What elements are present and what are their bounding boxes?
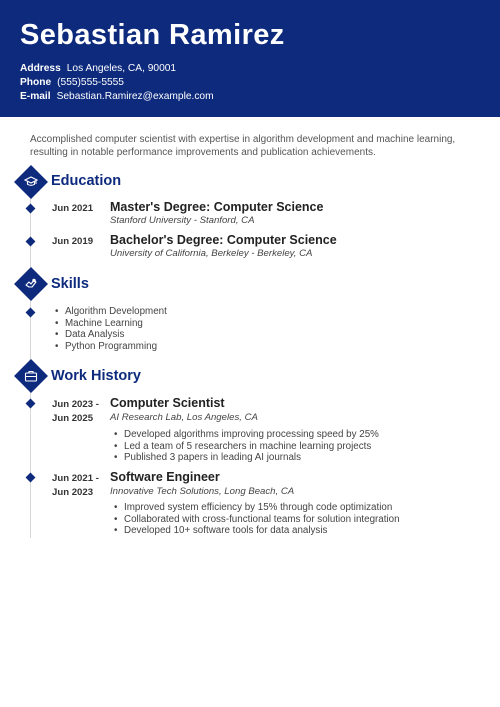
job-role: Software Engineer (110, 470, 220, 484)
education-date: Jun 2021 (52, 203, 94, 214)
timeline-line (30, 175, 31, 538)
job-bullet: • Improved system efficiency by 15% through code optimization (114, 502, 400, 514)
job-date-start: Jun 2021 - (52, 473, 99, 484)
timeline-marker (26, 473, 36, 483)
section-title-skills: Skills (51, 276, 89, 292)
timeline-marker (26, 204, 36, 214)
contact-address (20, 63, 176, 74)
job-bullet: • Developed 10+ software tools for data analysis (114, 525, 400, 537)
job-company: Innovative Tech Solutions, Long Beach, CA (110, 486, 295, 497)
job-date-end: Jun 2025 (52, 413, 94, 424)
skill-item: • Python Programming (55, 341, 167, 353)
skill-item: • Algorithm Development (55, 306, 167, 318)
timeline-marker (26, 399, 36, 409)
education-degree: Master's Degree: Computer Science (110, 200, 324, 214)
section-title-education: Education (51, 173, 122, 189)
briefcase-icon (14, 359, 48, 393)
section-title-work-history: Work History (51, 368, 141, 384)
education-school: Stanford University - Stanford, CA (110, 215, 255, 226)
contact-label: E-mail (20, 91, 51, 102)
candidate-name: Sebastian Ramirez (20, 19, 285, 51)
job-bullet: • Collaborated with cross-functional teams for solution integration (114, 514, 400, 526)
contact-value: Los Angeles, CA, 90001 (66, 63, 177, 74)
job-role: Computer Scientist (110, 396, 225, 410)
contact-value: Sebastian.Ramirez@example.com (56, 91, 214, 102)
contact-value: (555)555-5555 (57, 77, 124, 88)
timeline-marker (26, 237, 36, 247)
job-date-end: Jun 2023 (52, 487, 94, 498)
job-bullet: • Developed algorithms improving processing speed by 25% (114, 429, 379, 441)
job-bullet: • Led a team of 5 researchers in machine learning projects (114, 441, 379, 453)
contact-label: Phone (20, 77, 52, 88)
job-bullets (114, 502, 400, 537)
contact-email (20, 91, 214, 102)
skills-list (55, 306, 167, 352)
job-bullets (114, 429, 379, 464)
professional-summary: Accomplished computer scientist with expertise in algorithm development and machine learning, resulting in notable performance improvements and publication achievements. (30, 134, 456, 158)
education-school: University of California, Berkeley - Berkeley, CA (110, 248, 313, 259)
resume-header (0, 0, 500, 117)
skill-item: • Data Analysis (55, 329, 167, 341)
job-company: AI Research Lab, Los Angeles, CA (110, 412, 258, 423)
job-bullet: • Published 3 papers in leading AI journals (114, 452, 379, 464)
job-date-start: Jun 2023 - (52, 399, 99, 410)
timeline-marker (26, 308, 36, 318)
education-degree: Bachelor's Degree: Computer Science (110, 233, 337, 247)
graduation-cap-icon (14, 165, 48, 199)
skill-item: • Machine Learning (55, 318, 167, 330)
puzzle-hand-icon (14, 267, 48, 301)
contact-phone (20, 77, 124, 88)
contact-label: Address (20, 63, 61, 74)
education-date: Jun 2019 (52, 236, 94, 247)
